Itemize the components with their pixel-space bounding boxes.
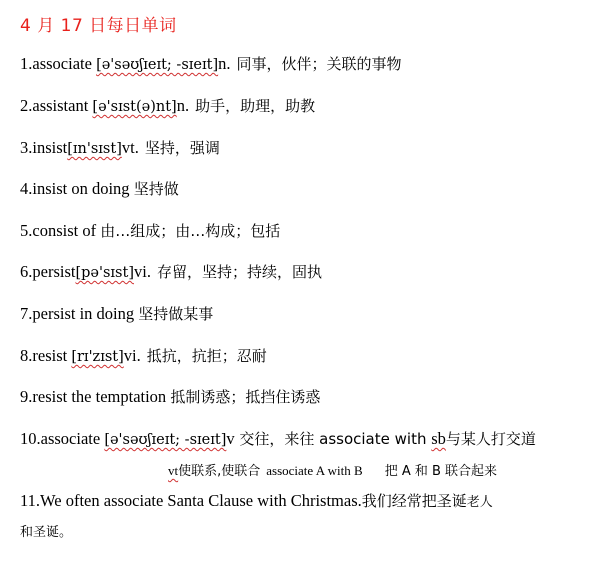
entry-meaning: 存留，坚持；持续，固执 (156, 263, 322, 281)
entry-sentence: We often associate Santa Clause with Christmas. (40, 491, 362, 510)
entry-phonetic: [rɪ'zɪst] (71, 349, 124, 365)
entry-number: 11. (20, 491, 41, 510)
entry-pos: n. (218, 54, 231, 73)
entry-word: associate (40, 429, 105, 448)
entry-word: resist (32, 346, 72, 365)
entry-6 (20, 261, 322, 284)
entry-meaning: 把 A 和 B 联合起来 (384, 464, 498, 479)
entry-meaning: 助手，助理，助教 (195, 97, 316, 115)
entry-word: insist on doing (32, 179, 134, 198)
entry-word: associate (32, 54, 97, 73)
entry-pos: vt (168, 463, 179, 478)
entry-10-line-2 (168, 459, 497, 483)
entry-translation: 和圣诞。 (20, 525, 73, 540)
entry-number: 6. (20, 262, 33, 281)
entry-phonetic: [ə'səʊʃɪeɪt; -sɪeɪt] (96, 57, 219, 73)
entry-meaning: 由…组成；由…构成；包括 (100, 222, 281, 240)
entry-meaning: 坚持做某事 (138, 305, 214, 323)
entry-pos: vt. (121, 138, 139, 157)
entry-word: persist (32, 262, 76, 281)
entry-meaning: 抵抗，抗拒；忍耐 (146, 347, 267, 365)
entry-translation-small: 老人 (466, 495, 493, 510)
entry-number: 7. (20, 304, 33, 323)
entry-sb: sb (431, 429, 446, 448)
entry-number: 2. (20, 96, 33, 115)
entry-11-line-2 (20, 520, 72, 544)
entry-meaning-tail: 与某人打交道 (445, 430, 536, 448)
entry-pos: vi. (123, 346, 141, 365)
entry-phonetic: [ɪn'sɪst] (67, 141, 122, 157)
entry-word: consist of (32, 221, 101, 240)
entry-pos: n. (176, 96, 190, 115)
entry-phonetic: [ə'sɪst(ə)nt] (92, 99, 177, 115)
entry-word: insist (32, 138, 68, 157)
entry-phonetic: [ə'səʊʃɪeɪt; -sɪeɪt] (104, 432, 227, 448)
entry-meaning: 坚持，强调 (144, 139, 220, 157)
entry-number: 10. (20, 429, 41, 448)
entry-7 (20, 303, 213, 325)
entry-number: 8. (20, 346, 33, 365)
entry-phonetic: [pə'sɪst] (75, 265, 134, 281)
entry-pos: vi. (133, 262, 151, 281)
entry-3 (20, 137, 220, 160)
entry-9 (20, 386, 320, 408)
entry-11 (20, 490, 493, 514)
entry-5 (20, 220, 280, 242)
entry-number: 9. (20, 387, 33, 406)
entry-meaning: 使联系,使联合 (178, 464, 261, 479)
entry-meaning: 交往，来往 associate with (234, 430, 432, 448)
entry-2 (20, 95, 315, 118)
entry-number: 5. (20, 221, 33, 240)
page-title: 4 月 17 日每日单词 (20, 16, 177, 36)
entry-phrase: associate A with B (266, 463, 363, 478)
entry-word: assistant (32, 96, 93, 115)
entry-number: 3. (20, 138, 33, 157)
entry-4 (20, 178, 179, 200)
entry-number: 4. (20, 179, 33, 198)
entry-meaning: 同事，伙伴；关联的事物 (236, 55, 402, 73)
entry-pos: v (226, 429, 235, 448)
entry-number: 1. (20, 54, 33, 73)
entry-10 (20, 428, 536, 451)
entry-8 (20, 345, 267, 368)
entry-word: persist in doing (32, 304, 139, 323)
entry-meaning: 坚持做 (133, 180, 179, 198)
entry-translation: 我们经常把圣诞 (361, 492, 467, 510)
entry-meaning: 抵制诱惑；抵挡住诱惑 (170, 388, 321, 406)
entry-word: resist the temptation (32, 387, 171, 406)
entry-1 (20, 53, 402, 76)
